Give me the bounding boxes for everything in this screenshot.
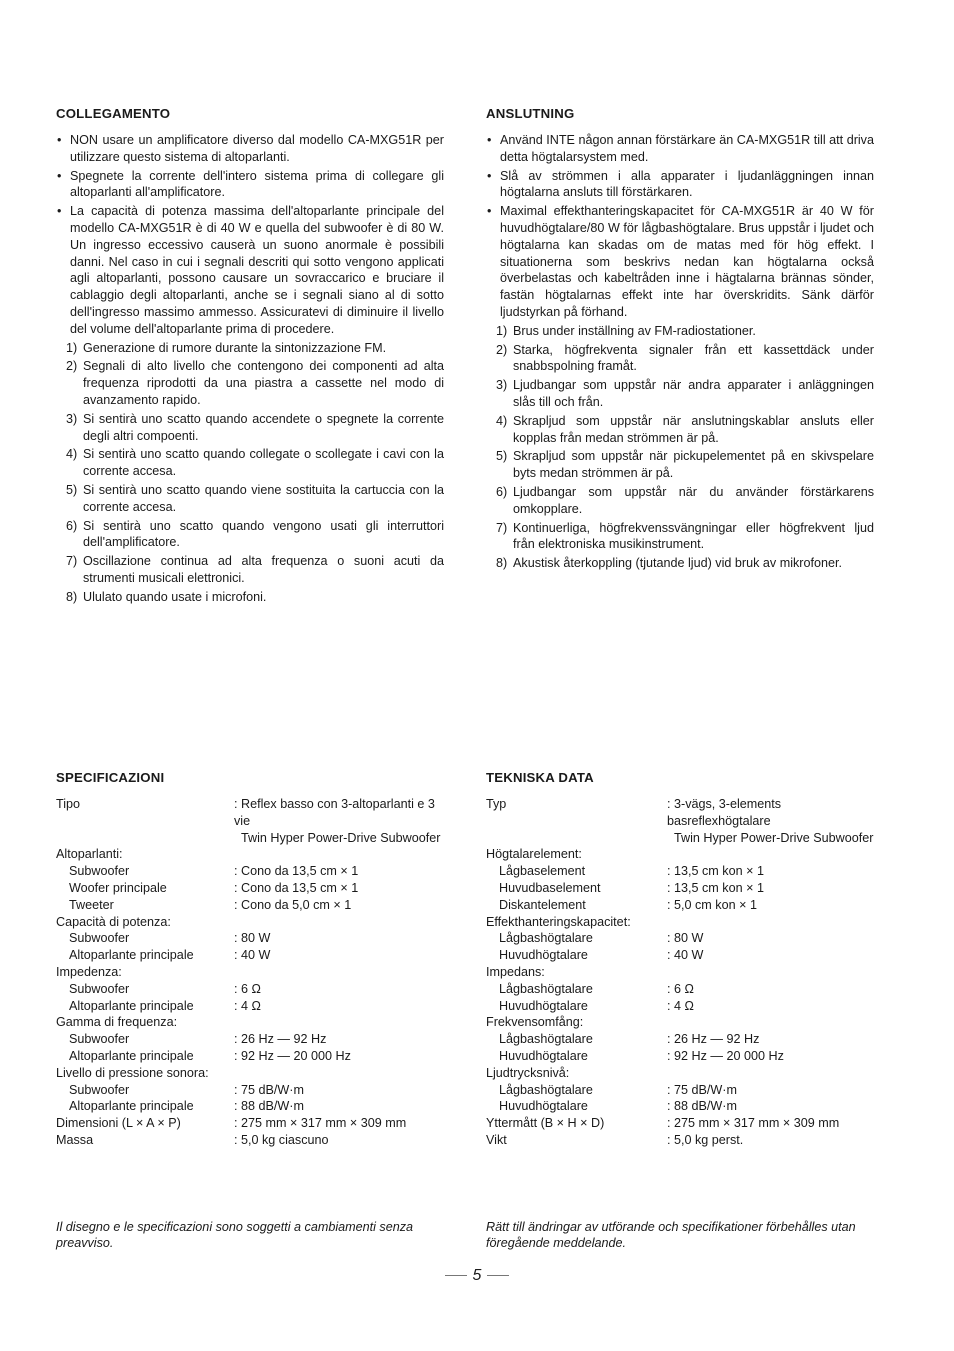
spec-label: Subwoofer (69, 1082, 130, 1097)
spec-row (486, 897, 874, 914)
spec-row (486, 880, 874, 897)
swedish-disclaimer: Rätt till ändringar av utförande och specifikationer förbehålles utan föregående meddelande. (486, 1219, 856, 1250)
spec-value (667, 964, 874, 981)
numbered-item (56, 358, 444, 408)
spec-label: Massa (56, 1132, 94, 1147)
spec-row (56, 1082, 444, 1099)
spec-row (486, 1098, 874, 1115)
item-number: 2) (66, 359, 78, 374)
spec-label: Huvudbaselement (499, 880, 601, 895)
tekniska-data-heading: TEKNISKA DATA (486, 770, 594, 785)
spec-value: : Reflex basso con 3-altoparlanti e 3 vie (234, 797, 435, 828)
collegamento-heading: COLLEGAMENTO (56, 106, 171, 121)
page-number-footer (0, 1268, 954, 1285)
item-text: Ljudbangar som uppstår när andra apparater i anläggningen slås till och från. (513, 378, 874, 409)
spec-row (56, 796, 444, 830)
spec-row (56, 880, 444, 897)
spec-value: : 13,5 cm kon × 1 (667, 864, 764, 879)
spec-label: Högtalarelement: (486, 847, 582, 862)
item-text: Skrapljud som uppstår när anslutningskablar ansluts eller kopplas från medan strömmen är på. (513, 413, 874, 445)
spec-value: : 275 mm × 317 mm × 309 mm (667, 1116, 840, 1131)
item-number: 2) (496, 342, 508, 357)
numbered-item (56, 589, 444, 606)
bullet-item: • Maximal effekthanteringskapacitet för CA-MXG51R är 40 W för huvudhögtalare/80 W för lågbashögtalare. Brus uppstår i ljudet och högtalarna kan skadas om de matas med för hög effekt. I situationerna som beskrivs nedan kan högtalarna också överbelastas och kabeltråden inne i hägtalarna brännas sönder, fastän högtalarnas effekt inte har överskridits. Sänk därför ljudstyrkan på förhand. (486, 203, 874, 321)
item-text: Kontinuerliga, högfrekvenssvängningar eller högfrekvent ljud från elektroniska musikinstrument. (513, 520, 874, 552)
numbered-item (56, 482, 444, 516)
anslutning-bullets (486, 132, 874, 321)
spec-row (486, 930, 874, 947)
item-number: 1) (66, 340, 78, 355)
item-number: 1) (496, 323, 508, 338)
item-number: 7) (496, 520, 508, 535)
spec-label: Ljudtrycksnivå: (486, 1065, 570, 1080)
item-number: 7) (66, 554, 78, 569)
spec-value: : 92 Hz — 20 000 Hz (667, 1048, 784, 1063)
spec-value: : 13,5 cm kon × 1 (667, 880, 764, 895)
spec-label: Vikt (486, 1132, 507, 1147)
spec-value: : 5,0 kg ciascuno (234, 1132, 329, 1147)
spec-row (56, 897, 444, 914)
spec-value (234, 1065, 444, 1082)
spec-row (56, 964, 444, 981)
item-text: Brus under inställning av FM-radiostationer. (513, 323, 756, 338)
spec-row (486, 1048, 874, 1065)
item-number: 4) (496, 413, 508, 428)
spec-row (56, 1048, 444, 1065)
numbered-item (486, 323, 874, 340)
spec-value (667, 846, 874, 863)
spec-value (234, 846, 444, 863)
spec-value: : 80 W (667, 931, 704, 946)
spec-label: Lågbaselement (499, 864, 586, 879)
tekniska-data-table (486, 796, 874, 1149)
numbered-item (486, 484, 874, 518)
spec-row (486, 1031, 874, 1048)
spec-row (56, 1132, 444, 1149)
spec-row (486, 998, 874, 1015)
spec-row (486, 1065, 874, 1082)
numbered-item (486, 413, 874, 447)
spec-value: : 5,0 cm kon × 1 (667, 897, 757, 912)
spec-row (486, 914, 874, 931)
bullet-item: • Använd INTE någon annan förstärkare än CA-MXG51R till att driva detta högtalarsystem med. (486, 132, 874, 166)
spec-row (56, 846, 444, 863)
spec-value: Twin Hyper Power-Drive Subwoofer (241, 830, 441, 845)
spec-value (234, 964, 444, 981)
spec-value: : 6 Ω (234, 981, 261, 996)
page-number: 5 (472, 1267, 482, 1284)
numbered-item (56, 446, 444, 480)
spec-label: Livello di pressione sonora: (56, 1065, 209, 1080)
spec-value: : 26 Hz — 92 Hz (667, 1032, 760, 1047)
item-text: Akustisk återkoppling (tjutande ljud) vid bruk av mikrofoner. (513, 556, 842, 571)
spec-label: Huvudhögtalare (499, 1048, 588, 1063)
spec-value (234, 1014, 444, 1031)
spec-value: Twin Hyper Power-Drive Subwoofer (674, 830, 874, 845)
spec-row (56, 1014, 444, 1031)
spec-row (56, 998, 444, 1015)
spec-row (486, 1115, 874, 1132)
italian-disclaimer: Il disegno e le specificazioni sono soggetti a cambiamenti senza preavviso. (56, 1219, 414, 1250)
spec-row (486, 830, 874, 847)
spec-row (486, 1132, 874, 1149)
spec-label: Altoparlante principale (69, 948, 194, 963)
spec-label: Subwoofer (69, 981, 130, 996)
spec-row (56, 930, 444, 947)
spec-label: Huvudhögtalare (499, 1099, 588, 1114)
spec-value: : 80 W (234, 931, 271, 946)
collegamento-numbered-list (56, 340, 444, 606)
spec-label: Lågbashögtalare (499, 981, 593, 996)
spec-label: Lågbashögtalare (499, 1032, 593, 1047)
spec-value: : Cono da 5,0 cm × 1 (234, 897, 352, 912)
item-text: Si sentirà uno scatto quando vengono usati gli interruttori dell'amplificatore. (83, 518, 444, 550)
numbered-item (56, 411, 444, 445)
spec-row (56, 947, 444, 964)
bullet-item: • Slå av strömmen i alla apparater i ljudanläggningen innan högtalarna ansluts till förstärkaren. (486, 168, 874, 202)
item-number: 6) (66, 518, 78, 533)
spec-row (486, 947, 874, 964)
item-text: Ululato quando usate i microfoni. (83, 589, 267, 604)
numbered-item (486, 555, 874, 572)
spec-value: : 75 dB/W·m (234, 1082, 304, 1097)
specificazioni-section (56, 770, 444, 1149)
spec-row (486, 846, 874, 863)
bullet-item: • Spegnete la corrente dell'intero sistema prima di collegare gli altoparlanti all'amplificatore. (56, 168, 444, 202)
numbered-item (486, 377, 874, 411)
spec-label: Gamma di frequenza: (56, 1015, 178, 1030)
spec-label (56, 830, 234, 847)
spec-value: : 4 Ω (667, 998, 694, 1013)
spec-label: Effekthanteringskapacitet: (486, 914, 631, 929)
numbered-item (56, 553, 444, 587)
bullet-item: • NON usare un amplificatore diverso dal modello CA-MXG51R per utilizzare questo sistema di altoparlanti. (56, 132, 444, 166)
item-text: Skrapljud som uppstår när pickupelementet på en skivspelare byts medan strömmen är på. (513, 449, 874, 481)
item-text: Si sentirà uno scatto quando collegate o scollegate i cavi con la corrente accesa. (83, 447, 444, 479)
spec-label: Altoparlante principale (69, 1099, 194, 1114)
spec-row (56, 1031, 444, 1048)
item-number: 4) (66, 447, 78, 462)
spec-label: Woofer principale (69, 880, 167, 895)
spec-value: : Cono da 13,5 cm × 1 (234, 880, 359, 895)
spec-label: Tipo (56, 797, 81, 811)
item-text: Si sentirà uno scatto quando accendete o spegnete la corrente degli altri compoenti. (83, 411, 444, 443)
spec-row (486, 964, 874, 981)
spec-label: Altoparlanti: (56, 847, 123, 862)
item-text: Segnali di alto livello che contengono dei componenti ad alta frequenza riprodotti da una piastra a cassette nel modo di avanzamento rapido. (83, 359, 444, 407)
spec-label: Dimensioni (L × A × P) (56, 1116, 181, 1131)
spec-value: : 26 Hz — 92 Hz (234, 1032, 327, 1047)
spec-label (486, 830, 667, 847)
spec-label: Huvudhögtalare (499, 998, 588, 1013)
item-number: 5) (66, 482, 78, 497)
spec-row (56, 981, 444, 998)
collegamento-section (56, 106, 444, 608)
spec-row (56, 1115, 444, 1132)
spec-row (486, 796, 874, 830)
numbered-item (56, 518, 444, 552)
spec-label: Typ (486, 797, 507, 811)
spec-value: : 40 W (234, 948, 271, 963)
collegamento-bullets (56, 132, 444, 338)
numbered-item (56, 340, 444, 357)
spec-label: Impedans: (486, 964, 545, 979)
spec-label: Huvudhögtalare (499, 948, 588, 963)
spec-label: Impedenza: (56, 964, 122, 979)
spec-value: : 92 Hz — 20 000 Hz (234, 1048, 351, 1063)
spec-row (56, 830, 444, 847)
spec-label: Diskantelement (499, 897, 586, 912)
spec-label: Altoparlante principale (69, 1048, 194, 1063)
spec-value: : 40 W (667, 948, 704, 963)
right-dash (487, 1275, 509, 1276)
spec-value: : 275 mm × 317 mm × 309 mm (234, 1116, 407, 1131)
spec-label: Subwoofer (69, 931, 130, 946)
spec-value: : Cono da 13,5 cm × 1 (234, 864, 359, 879)
item-text: Starka, högfrekventa signaler från ett kassettdäck under snabbspolning framåt. (513, 342, 874, 374)
spec-value: : 88 dB/W·m (667, 1099, 737, 1114)
spec-value: : 5,0 kg perst. (667, 1132, 744, 1147)
spec-value: : 75 dB/W·m (667, 1082, 737, 1097)
item-text: Si sentirà uno scatto quando viene sostituita la cartuccia con la corrente accesa. (83, 482, 444, 514)
specificazioni-table (56, 796, 444, 1149)
spec-label: Subwoofer (69, 1032, 130, 1047)
spec-value (667, 1065, 874, 1082)
spec-row (56, 1065, 444, 1082)
spec-row (56, 863, 444, 880)
spec-label: Lågbashögtalare (499, 931, 593, 946)
spec-label: Lågbashögtalare (499, 1082, 593, 1097)
spec-value (667, 1014, 874, 1031)
item-number: 3) (496, 378, 508, 393)
spec-row (486, 863, 874, 880)
item-number: 8) (66, 589, 78, 604)
item-text: Generazione di rumore durante la sintonizzazione FM. (83, 340, 387, 355)
anslutning-numbered-list (486, 323, 874, 572)
item-number: 8) (496, 556, 508, 571)
spec-label: Subwoofer (69, 864, 130, 879)
item-number: 5) (496, 449, 508, 464)
spec-row (56, 1098, 444, 1115)
spec-label: Tweeter (69, 897, 114, 912)
anslutning-section (486, 106, 874, 574)
anslutning-heading: ANSLUTNING (486, 106, 575, 121)
spec-label: Yttermått (B × H × D) (486, 1116, 605, 1131)
left-dash (445, 1275, 467, 1276)
item-number: 6) (496, 484, 508, 499)
item-text: Ljudbangar som uppstår när du använder förstärkarens omkopplare. (513, 484, 874, 516)
numbered-item (486, 520, 874, 554)
item-number: 3) (66, 411, 78, 426)
spec-value (234, 914, 444, 931)
spec-value: : 4 Ω (234, 998, 261, 1013)
spec-row (486, 1014, 874, 1031)
bullet-item: • La capacità di potenza massima dell'altoparlante principale del modello CA-MXG51R è di 40 W e quella del subwoofer è di 80 W. Un ingresso eccessivo causerà un suono anormale è possibili danni. Nel caso in cui i segnali descriti qui sotto vengono applicati agli altoparlanti, possono causare un sovraccarico e bruciare il cablaggio degli altoparlanti, anche se i segnali siano al di sotto dell'ingresso massimo ammesso. Assicuratevi di diminuire il livello del volume dell'altoparlante prima di procedere. (56, 203, 444, 337)
spec-value: : 88 dB/W·m (234, 1099, 304, 1114)
spec-label: Altoparlante principale (69, 998, 194, 1013)
spec-row (486, 981, 874, 998)
spec-row (56, 914, 444, 931)
spec-value: : 6 Ω (667, 981, 694, 996)
numbered-item (486, 448, 874, 482)
spec-value (667, 914, 874, 931)
specificazioni-heading: SPECIFICAZIONI (56, 770, 165, 785)
numbered-item (486, 342, 874, 376)
spec-label: Frekvensomfång: (486, 1015, 584, 1030)
spec-value: : 3-vägs, 3-elements basreflexhögtalare (667, 797, 782, 828)
spec-label: Capacità di potenza: (56, 914, 171, 929)
spec-row (486, 1082, 874, 1099)
item-text: Oscillazione continua ad alta frequenza o suoni acuti da strumenti musicali elettronici. (83, 554, 444, 585)
tekniska-data-section (486, 770, 874, 1149)
